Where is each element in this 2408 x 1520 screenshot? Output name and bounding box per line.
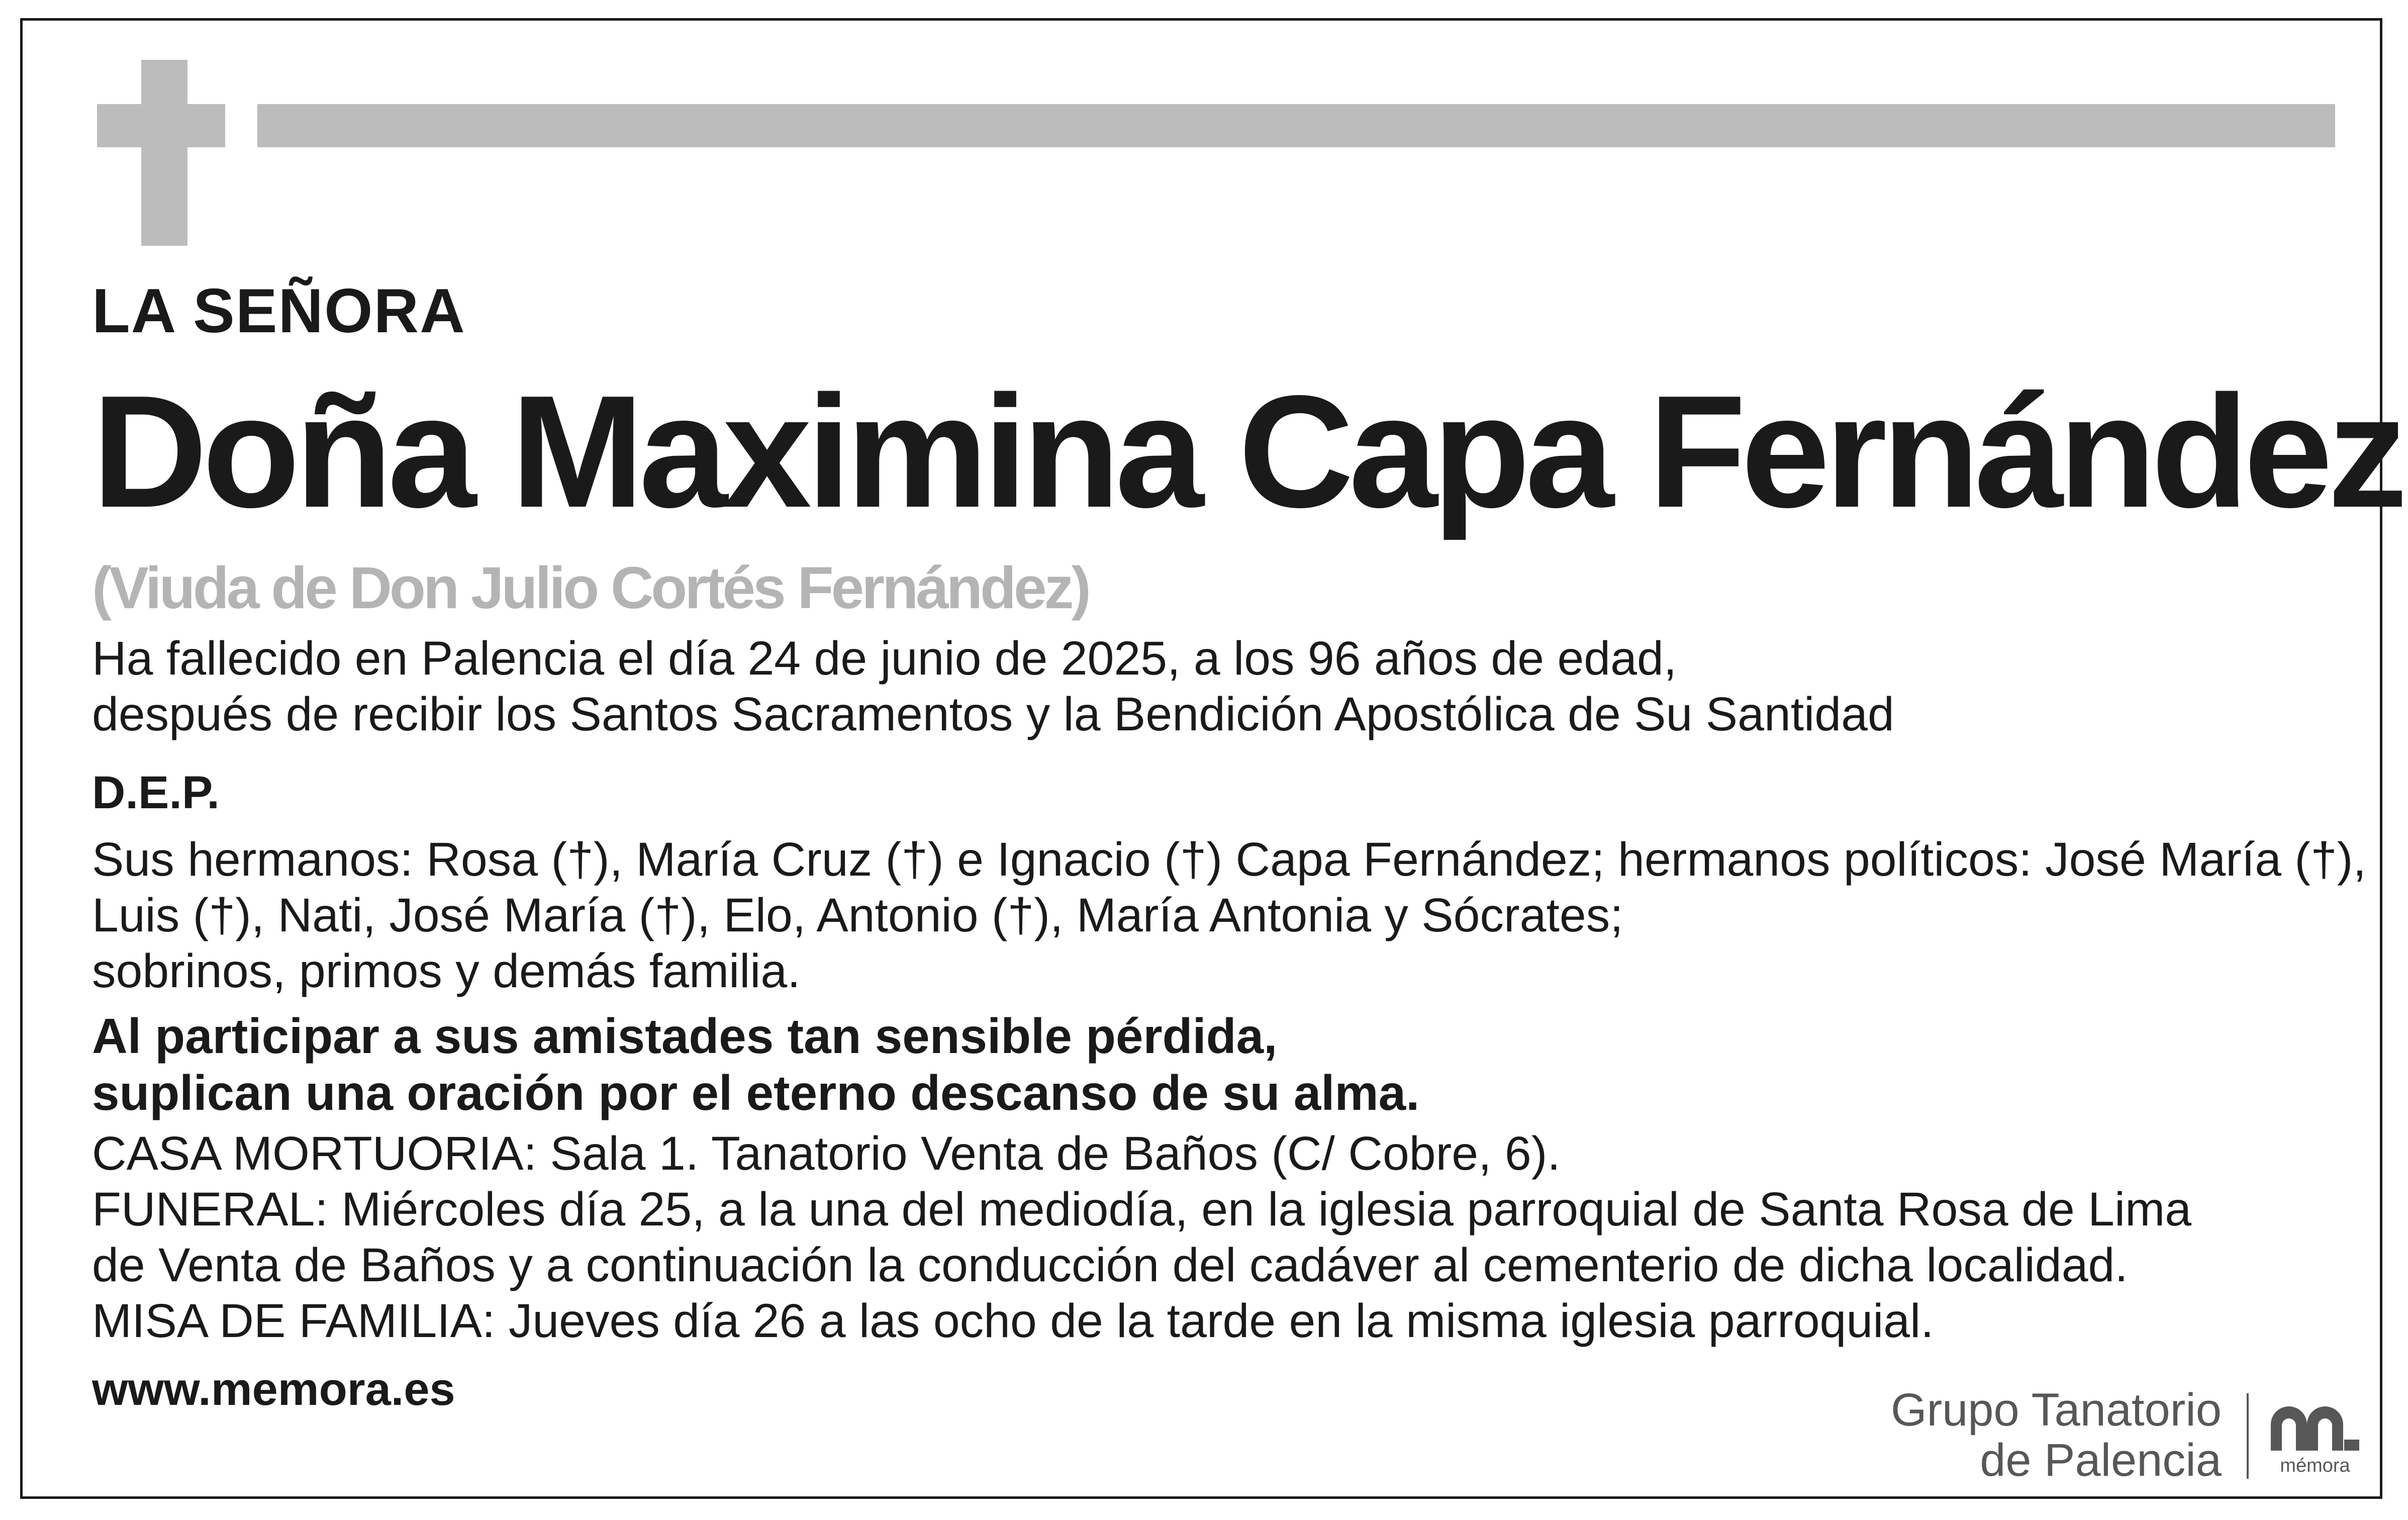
arrangement-line: MISA DE FAMILIA: Jueves día 26 a las ocho de la tarde en la misma iglesia parroquial. xyxy=(92,1294,1934,1348)
family-line: sobrinos, primos y demás familia. xyxy=(92,944,801,998)
header-bar xyxy=(257,104,2335,147)
title-label: LA SEÑORA xyxy=(92,276,466,346)
widow-subtitle: (Viuda de Don Julio Cortés Fernández) xyxy=(92,555,1089,621)
family-line: Sus hermanos: Rosa (†), María Cruz (†) e Ignacio (†) Capa Fernández; hermanos políticos: José María (†), xyxy=(92,833,2366,886)
arrangements xyxy=(92,1126,2191,1349)
arrangement-line: FUNERAL: Miércoles día 25, a la una del mediodía, en la iglesia parroquial de Santa Rosa de Lima xyxy=(92,1183,2192,1236)
family-paragraph xyxy=(92,832,2366,999)
memora-logo-icon xyxy=(2267,1402,2363,1453)
death-notice-line: después de recibir los Santos Sacramentos y la Bendición Apostólica de Su Santidad xyxy=(92,688,1894,741)
death-notice xyxy=(92,631,1894,742)
prayer-line: Al participar a sus amistades tan sensible pérdida, xyxy=(92,1008,1278,1064)
cross-icon-vertical xyxy=(141,60,187,246)
brand-line: Grupo Tanatorio xyxy=(1890,1384,2222,1436)
website-link[interactable]: www.memora.es xyxy=(92,1364,455,1415)
prayer-request xyxy=(92,1008,1419,1121)
deceased-name: Doña Maximina Capa Fernández xyxy=(92,362,2403,541)
brand-line: de Palencia xyxy=(1980,1435,2222,1486)
death-notice-line: Ha fallecido en Palencia el día 24 de junio de 2025, a los 96 años de edad, xyxy=(92,632,1677,685)
logo-wordmark: mémora xyxy=(2280,1455,2350,1476)
arrangement-line: CASA MORTUORIA: Sala 1. Tanatorio Venta de Baños (C/ Cobre, 6). xyxy=(92,1127,1561,1180)
dep-label: D.E.P. xyxy=(92,767,220,818)
prayer-line: suplican una oración por el eterno descanso de su alma. xyxy=(92,1065,1420,1120)
brand-name xyxy=(1799,1385,2222,1485)
brand-divider xyxy=(2247,1393,2249,1479)
family-line: Luis (†), Nati, José María (†), Elo, Antonio (†), María Antonia y Sócrates; xyxy=(92,889,1623,942)
arrangement-line: de Venta de Baños y a continuación la conducción del cadáver al cementerio de dicha localidad. xyxy=(92,1239,2128,1292)
cross-icon-horizontal xyxy=(97,104,225,147)
